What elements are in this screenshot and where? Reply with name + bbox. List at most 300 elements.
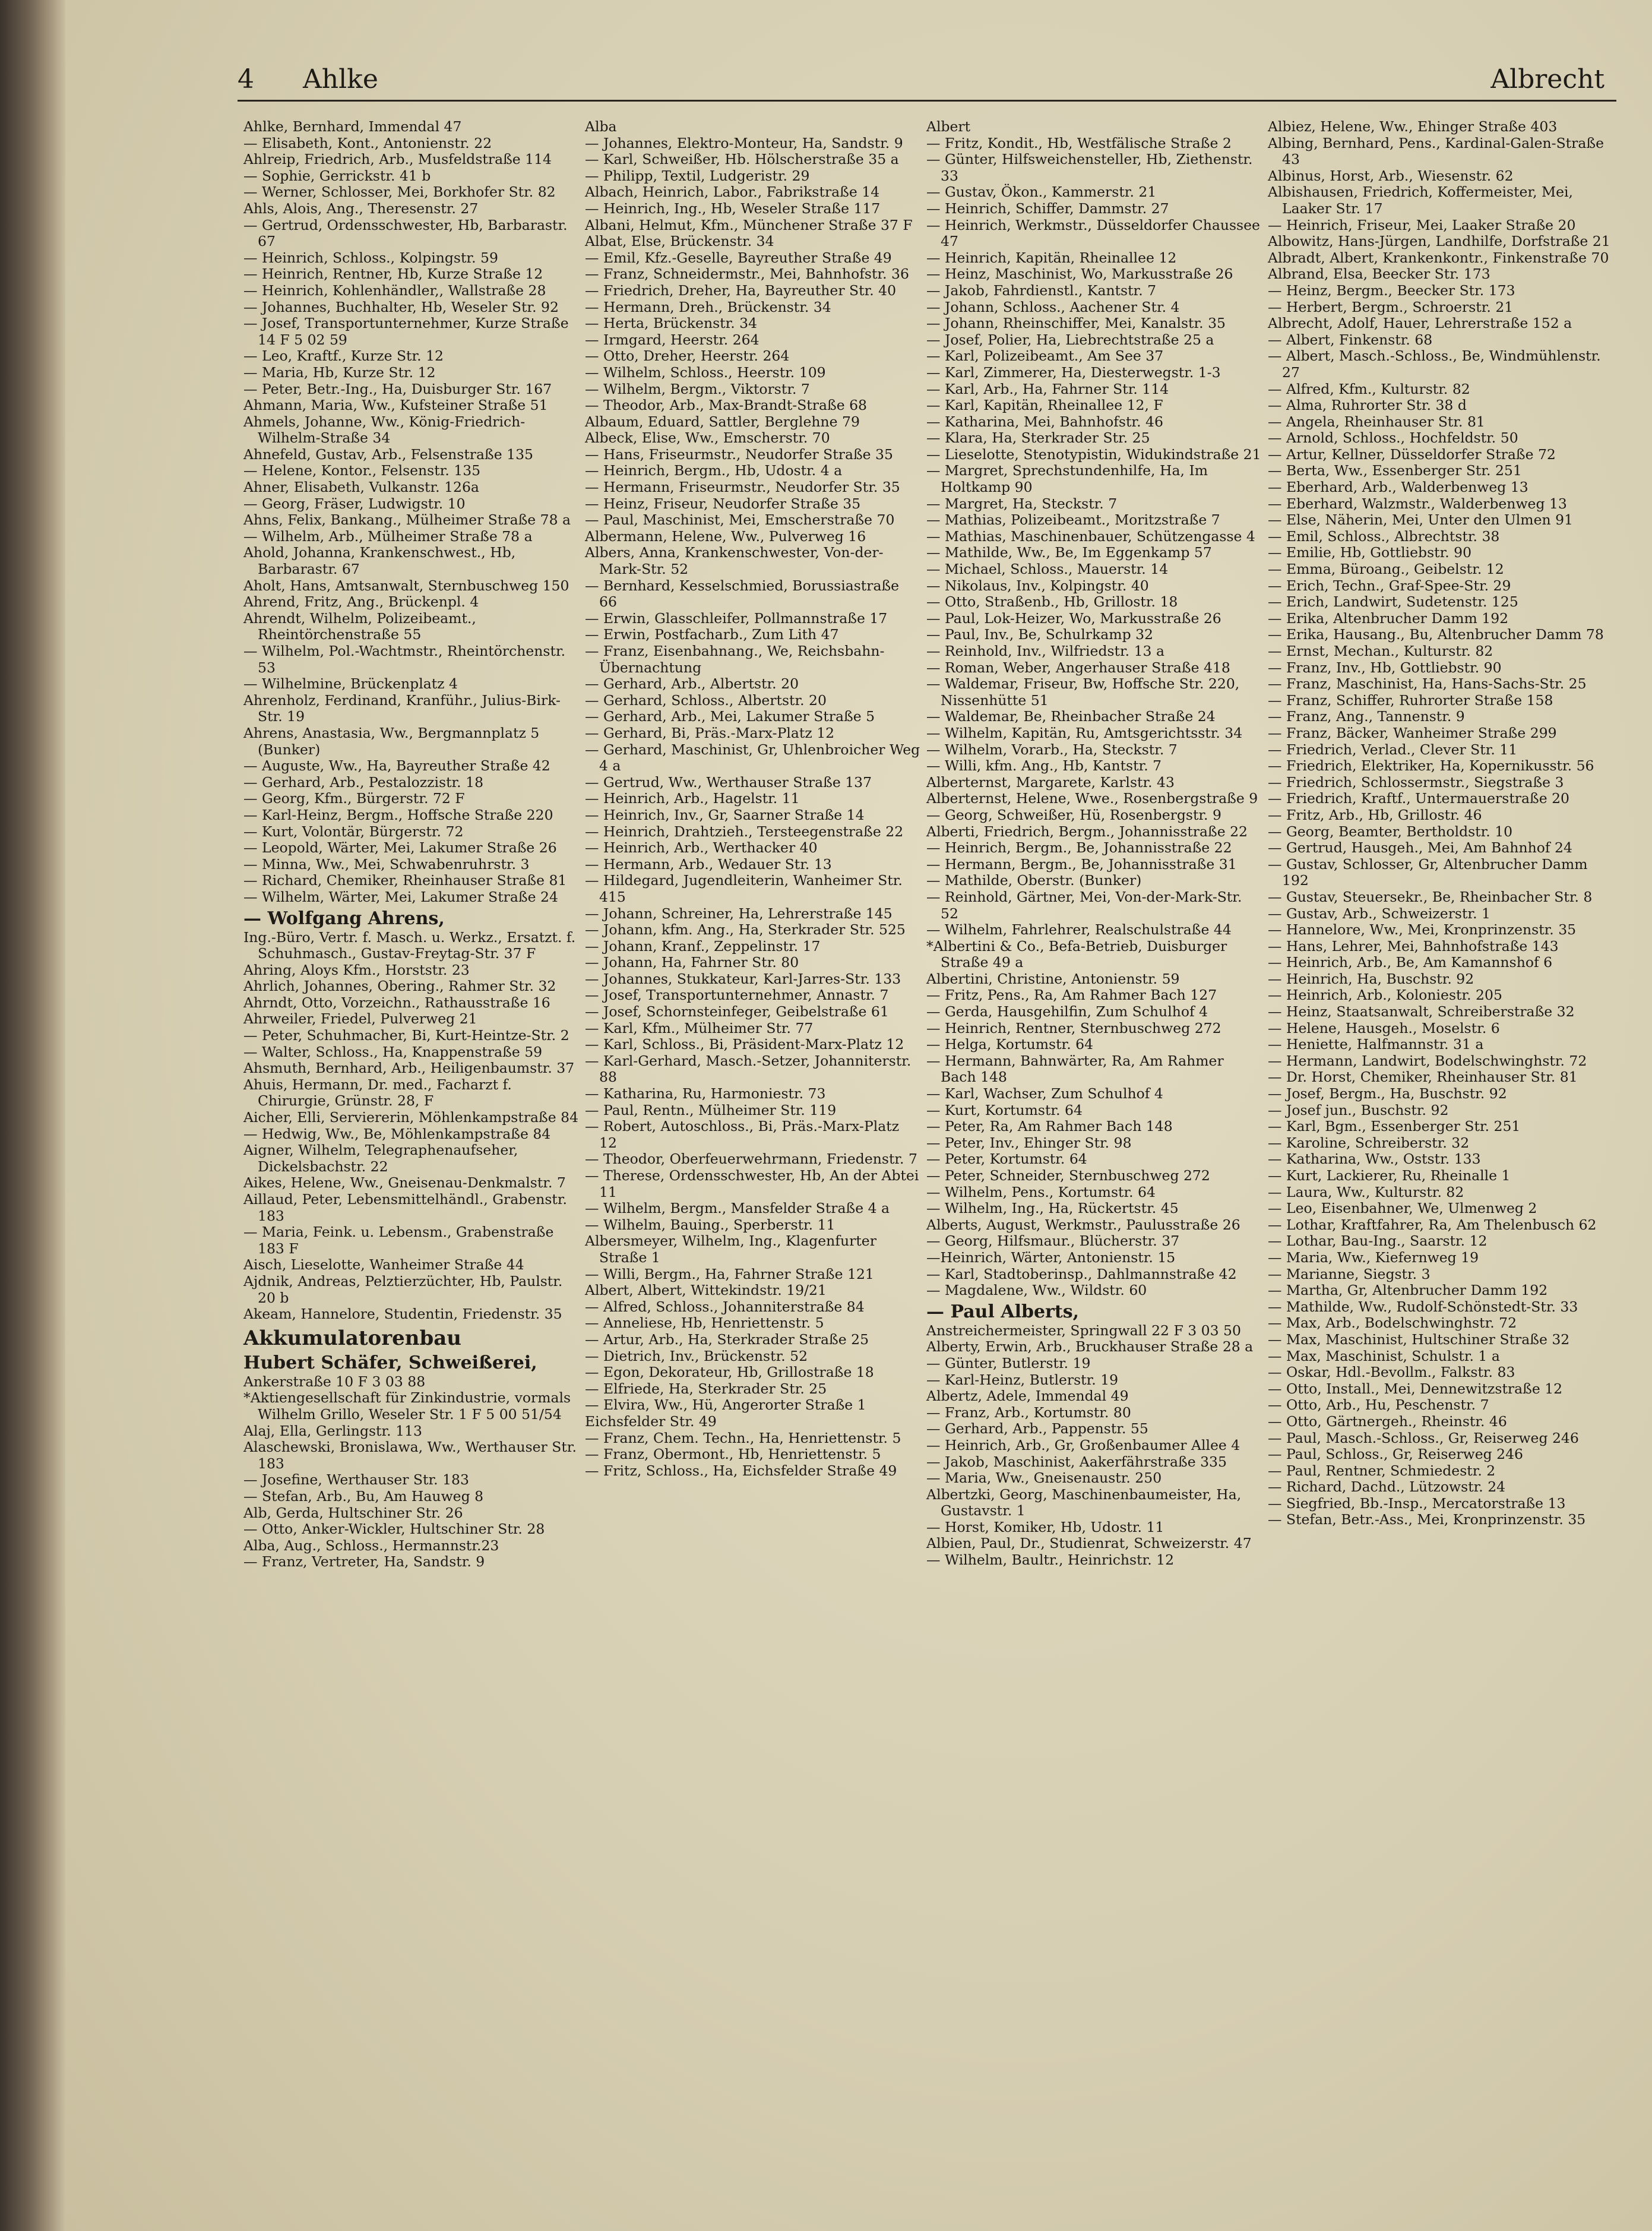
directory-entry: — Mathilde, Ww., Rudolf-Schönstedt-Str. 33: [1268, 1298, 1578, 1315]
directory-entry: Ahnefeld, Gustav, Arb., Felsenstraße 135: [243, 445, 533, 463]
directory-entry: — Friedrich, Elektriker, Ha, Kopernikusstr. 56: [1268, 757, 1594, 775]
directory-entry: — Johannes, Stukkateur, Karl-Jarres-Str. 133: [585, 970, 901, 987]
directory-entry: — Josef, Transportunternehmer, Annastr. 7: [585, 987, 889, 1004]
directory-entry: — Theodor, Arb., Max-Brandt-Straße 68: [585, 397, 867, 414]
directory-entry: — Otto, Arb., Hu, Peschenstr. 7: [1268, 1396, 1489, 1414]
directory-entry: — Hermann, Arb., Wedauer Str. 13: [585, 855, 832, 873]
directory-entry: — Karl-Heinz, Butlerstr. 19: [926, 1371, 1119, 1388]
directory-entry: Ahmels, Johanne, Ww., König-Friedrich-Wilhelm-Straße 34: [243, 413, 526, 447]
directory-entry: — Willi, Bergm., Ha, Fahrner Straße 121: [585, 1265, 874, 1282]
directory-entry: Aigner, Wilhelm, Telegraphenaufseher, Dickelsbachstr. 22: [243, 1142, 518, 1175]
directory-entry: — Leopold, Wärter, Mei, Lakumer Straße 26: [243, 839, 557, 857]
directory-entry: — Erika, Altenbrucher Damm 192: [1268, 609, 1509, 627]
directory-entry: — Fritz, Pens., Ra, Am Rahmer Bach 127: [926, 987, 1217, 1004]
directory-entry: — Erich, Landwirt, Sudetenstr. 125: [1268, 593, 1518, 611]
directory-entry: — Gerhard, Arb., Albertstr. 20: [585, 675, 799, 693]
directory-entry: — Helene, Kontor., Felsenstr. 135: [243, 462, 481, 479]
directory-entry: — Elvira, Ww., Hü, Angerorter Straße 1: [585, 1396, 866, 1414]
directory-entry: — Reinhold, Gärtner, Mei, Von-der-Mark-Str. 52: [926, 888, 1242, 922]
directory-entry: — Anneliese, Hb, Henriettenstr. 5: [585, 1314, 824, 1332]
directory-entry: Ahns, Felix, Bankang., Mülheimer Straße 78 a: [243, 511, 571, 529]
directory-entry: — Kurt, Kortumstr. 64: [926, 1101, 1083, 1118]
directory-entry: — Gerhard, Maschinist, Gr, Uhlenbroicher Weg 4 a: [585, 741, 920, 775]
directory-entry: — Karl-Gerhard, Masch.-Setzer, Johanniterstr. 88: [585, 1052, 912, 1086]
directory-entry: — Fritz, Schloss., Ha, Eichsfelder Straße 49: [585, 1462, 897, 1479]
directory-entry: —Heinrich, Wärter, Antonienstr. 15: [926, 1249, 1176, 1266]
directory-entry: — Mathilde, Oberstr. (Bunker): [926, 872, 1142, 889]
directory-entry: — Gertrud, Ordensschwester, Hb, Barbarastr. 67: [243, 216, 568, 250]
directory-entry: — Stefan, Arb., Bu, Am Hauweg 8: [243, 1487, 484, 1505]
directory-entry: — Heinrich, Bergm., Be, Johannisstraße 22: [926, 839, 1232, 857]
directory-entry: — Hans, Lehrer, Mei, Bahnhofstraße 143: [1268, 937, 1559, 955]
directory-entry: — Heinrich, Werkmstr., Düsseldorfer Chaussee 47: [926, 216, 1260, 250]
directory-entry: — Therese, Ordensschwester, Hb, An der Abtei 11: [585, 1167, 919, 1200]
directory-entry: — Heinz, Friseur, Neudorfer Straße 35: [585, 495, 861, 512]
directory-entry: — Paul, Rentner, Schmiedestr. 2: [1268, 1462, 1496, 1479]
directory-entry: — Gerda, Hausgehilfin, Zum Schulhof 4: [926, 1003, 1208, 1020]
directory-entry: — Emma, Büroang., Geibelstr. 12: [1268, 561, 1504, 578]
directory-entry: — Peter, Betr.-Ing., Ha, Duisburger Str. 167: [243, 380, 552, 397]
directory-entry: Albertzki, Georg, Maschinenbaumeister, Ha, Gustavstr. 1: [926, 1486, 1242, 1519]
directory-entry: — Karl, Bgm., Essenberger Str. 251: [1268, 1118, 1521, 1135]
directory-entry: — Peter, Ra, Am Rahmer Bach 148: [926, 1118, 1173, 1135]
directory-entry: — Wilhelm, Fahrlehrer, Realschulstraße 44: [926, 921, 1232, 938]
directory-entry: — Gustav, Schlosser, Gr, Altenbrucher Damm 192: [1268, 855, 1588, 889]
directory-entry: — Emil, Kfz.-Geselle, Bayreuther Straße 49: [585, 249, 892, 266]
directory-entry: — Heinrich, Kohlenhändler,, Wallstraße 28: [243, 282, 546, 299]
directory-entry: — Magdalene, Ww., Wildstr. 60: [926, 1282, 1147, 1299]
directory-entry: Alba: [585, 118, 617, 135]
directory-entry: — Hedwig, Ww., Be, Möhlenkampstraße 84: [243, 1125, 551, 1142]
directory-entry: — Maria, Feink. u. Lebensm., Grabenstraße 183 F: [243, 1224, 554, 1257]
directory-entry: *Albertini & Co., Befa-Betrieb, Duisburger Straße 49 a: [926, 937, 1227, 971]
directory-entry: — Theodor, Oberfeuerwehrmann, Friedenstr. 7: [585, 1151, 917, 1168]
directory-entry: — Johann, Ha, Fahrner Str. 80: [585, 954, 799, 971]
directory-entry: — Karl-Heinz, Bergm., Hoffsche Straße 220: [243, 806, 553, 823]
directory-entry: — Friedrich, Dreher, Ha, Bayreuther Str. 40: [585, 282, 897, 299]
directory-entry: Alberty, Erwin, Arb., Bruckhauser Straße 28 a: [926, 1338, 1254, 1355]
directory-entry: — Johann, Rheinschiffer, Mei, Kanalstr. 35: [926, 315, 1226, 332]
directory-entry: — Alma, Ruhrorter Str. 38 d: [1268, 397, 1467, 414]
directory-entry: Alberternst, Helene, Wwe., Rosenbergstraße 9: [926, 790, 1258, 807]
directory-entry: — Gustav, Ökon., Kammerstr. 21: [926, 184, 1157, 201]
directory-entry: — Wilhelmine, Brückenplatz 4: [243, 675, 458, 693]
directory-entry: — Heinrich, Arb., Be, Am Kamannshof 6: [1268, 954, 1553, 971]
directory-entry: — Hermann, Bergm., Be, Johannisstraße 31: [926, 855, 1237, 873]
page-number: 4: [238, 64, 254, 94]
directory-entry: — Heinrich, Drahtzieh., Tersteegenstraße 22: [585, 823, 904, 840]
entry-column-2: [585, 119, 920, 1479]
directory-entry: — Fritz, Arb., Hb, Grillostr. 46: [1268, 806, 1482, 823]
directory-entry: — Kurt, Lackierer, Ru, Rheinalle 1: [1268, 1167, 1511, 1184]
directory-entry: — Franz, Schneidermstr., Mei, Bahnhofstr. 36: [585, 266, 909, 283]
directory-entry: — Paul, Maschinist, Mei, Emscherstraße 70: [585, 511, 895, 529]
directory-entry: Eichsfelder Str. 49: [585, 1412, 717, 1430]
directory-entry: Hubert Schäfer, Schweißerei,: [243, 1352, 537, 1373]
directory-entry: — Johannes, Elektro-Monteur, Ha, Sandstr. 9: [585, 134, 903, 151]
directory-entry: — Wilhelm, Ing., Ha, Rückertstr. 45: [926, 1200, 1179, 1217]
directory-entry: — Reinhold, Inv., Wilfriedstr. 13 a: [926, 643, 1164, 659]
entry-column-4: [1268, 119, 1618, 1528]
directory-entry: — Max, Maschinist, Hultschiner Straße 32: [1268, 1331, 1570, 1348]
directory-entry: — Helene, Hausgeh., Moselstr. 6: [1268, 1019, 1500, 1037]
directory-entry: — Wilhelm, Pol.-Wachtmstr., Rheintörchenstr. 53: [243, 643, 566, 676]
directory-entry: — Hermann, Friseurmstr., Neudorfer Str. 35: [585, 479, 900, 496]
directory-entry: Alberts, August, Werkmstr., Paulusstraße 26: [926, 1216, 1240, 1233]
directory-entry: — Franz, Schiffer, Ruhrorter Straße 158: [1268, 691, 1553, 709]
directory-entry: — Philipp, Textil, Ludgeristr. 29: [585, 167, 810, 184]
directory-entry: *Aktiengesellschaft für Zinkindustrie, vormals Wilhelm Grillo, Weseler Str. 1 F 5 00 51/54: [243, 1389, 571, 1423]
directory-entry: — Egon, Dekorateur, Hb, Grillostraße 18: [585, 1364, 874, 1381]
directory-entry: — Josef, Bergm., Ha, Buschstr. 92: [1268, 1085, 1507, 1102]
directory-entry: — Waldemar, Be, Rheinbacher Straße 24: [926, 708, 1216, 725]
directory-entry: — Mathilde, Ww., Be, Im Eggenkamp 57: [926, 544, 1212, 561]
entry-column-3: [926, 119, 1262, 1569]
directory-entry: — Günter, Butlerstr. 19: [926, 1354, 1091, 1372]
directory-entry: Albertz, Adele, Immendal 49: [926, 1388, 1129, 1405]
directory-entry: — Laura, Ww., Kulturstr. 82: [1268, 1183, 1464, 1200]
directory-entry: — Erika, Hausang., Bu, Altenbrucher Damm 78: [1268, 626, 1604, 643]
directory-entry: Ahmann, Maria, Ww., Kufsteiner Straße 51: [243, 397, 548, 414]
directory-entry: — Margret, Ha, Steckstr. 7: [926, 495, 1118, 512]
directory-entry: — Josef, Schornsteinfeger, Geibelstraße 61: [585, 1003, 889, 1020]
directory-entry: Ahls, Alois, Ang., Theresenstr. 27: [243, 200, 479, 217]
directory-entry: — Karl, Polizeibeamt., Am See 37: [926, 347, 1164, 365]
directory-entry: — Hans, Friseurmstr., Neudorfer Straße 35: [585, 445, 893, 463]
book-binding: [0, 0, 65, 2231]
directory-entry: — Franz, Arb., Kortumstr. 80: [926, 1404, 1131, 1421]
directory-entry: — Heinz, Staatsanwalt, Schreiberstraße 32: [1268, 1003, 1575, 1020]
directory-entry: — Dietrich, Inv., Brückenstr. 52: [585, 1347, 808, 1364]
directory-entry: — Robert, Autoschloss., Bi, Präs.-Marx-Platz 12: [585, 1118, 900, 1151]
directory-entry: — Emilie, Hb, Gottliebstr. 90: [1268, 544, 1472, 561]
directory-entry: — Friedrich, Schlossermstr., Siegstraße 3: [1268, 773, 1564, 791]
directory-entry: Ahrenholz, Ferdinand, Kranführ., Julius-Birk-Str. 19: [243, 691, 561, 725]
directory-entry: — Erwin, Glasschleifer, Pollmannstraße 17: [585, 609, 888, 627]
directory-entry: — Herta, Brückenstr. 34: [585, 315, 758, 332]
directory-entry: Ahner, Elisabeth, Vulkanstr. 126a: [243, 479, 479, 496]
directory-entry: — Marianne, Siegstr. 3: [1268, 1265, 1431, 1282]
directory-entry: Aikes, Helene, Ww., Gneisenau-Denkmalstr. 7: [243, 1174, 566, 1192]
directory-entry: — Georg, Schweißer, Hü, Rosenbergstr. 9: [926, 806, 1221, 823]
directory-entry: Albertini, Christine, Antonienstr. 59: [926, 970, 1180, 987]
directory-entry: — Karl, Wachser, Zum Schulhof 4: [926, 1085, 1163, 1102]
directory-entry: — Josef jun., Buschstr. 92: [1268, 1101, 1449, 1118]
directory-entry: — Heinz, Maschinist, Wo, Markusstraße 26: [926, 266, 1233, 283]
directory-entry: — Josefine, Werthauser Str. 183: [243, 1471, 469, 1489]
directory-entry: Ahrend, Fritz, Ang., Brückenpl. 4: [243, 593, 479, 611]
directory-entry: — Alfred, Kfm., Kulturstr. 82: [1268, 380, 1470, 397]
directory-entry: — Wilhelm, Bergm., Viktorstr. 7: [585, 380, 810, 397]
directory-entry: — Johann, Kranf., Zeppelinstr. 17: [585, 937, 821, 955]
directory-entry: Aholt, Hans, Amtsanwalt, Sternbuschweg 150: [243, 577, 569, 594]
directory-entry: — Gertrud, Ww., Werthauser Straße 137: [585, 773, 872, 791]
directory-entry: — Friedrich, Kraftf., Untermauerstraße 20: [1268, 790, 1569, 807]
directory-entry: Ahold, Johanna, Krankenschwest., Hb, Barbarastr. 67: [243, 544, 516, 578]
directory-entry: — Paul, Rentn., Mülheimer Str. 119: [585, 1101, 837, 1118]
directory-entry: — Otto, Straßenb., Hb, Grillostr. 18: [926, 593, 1178, 611]
directory-entry: — Martha, Gr, Altenbrucher Damm 192: [1268, 1282, 1548, 1299]
directory-entry: Albat, Else, Brückenstr. 34: [585, 233, 774, 250]
header-rule: [238, 100, 1616, 102]
directory-entry: — Artur, Arb., Ha, Sterkrader Straße 25: [585, 1331, 869, 1348]
directory-entry: — Katharina, Ww., Oststr. 133: [1268, 1151, 1481, 1168]
directory-entry: — Karl, Arb., Ha, Fahrner Str. 114: [926, 380, 1169, 397]
directory-entry: — Nikolaus, Inv., Kolpingstr. 40: [926, 577, 1149, 594]
directory-entry: — Wilhelm, Bauing., Sperberstr. 11: [585, 1216, 836, 1233]
directory-entry: — Heinrich, Ing., Hb, Weseler Straße 117: [585, 200, 881, 217]
directory-entry: — Mathias, Polizeibeamt., Moritzstraße 7: [926, 511, 1220, 529]
directory-entry: — Minna, Ww., Mei, Schwabenruhrstr. 3: [243, 855, 530, 873]
directory-entry: — Georg, Beamter, Bertholdstr. 10: [1268, 823, 1513, 840]
directory-entry: — Wilhelm, Pens., Kortumstr. 64: [926, 1183, 1156, 1200]
entry-column-1: [243, 119, 579, 1570]
directory-entry: — Elfriede, Ha, Sterkrader Str. 25: [585, 1380, 827, 1397]
directory-entry: — Gustav, Arb., Schweizerstr. 1: [1268, 905, 1490, 922]
directory-entry: — Elisabeth, Kont., Antonienstr. 22: [243, 134, 492, 151]
directory-entry: — Gerhard, Arb., Pestalozzistr. 18: [243, 773, 484, 791]
directory-entry: Aisch, Lieselotte, Wanheimer Straße 44: [243, 1256, 524, 1273]
directory-entry: — Paul, Schloss., Gr, Reiserweg 246: [1268, 1446, 1523, 1463]
directory-entry: Albien, Paul, Dr., Studienrat, Schweizerstr. 47: [926, 1535, 1252, 1552]
directory-entry: Ankerstraße 10 F 3 03 88: [243, 1373, 426, 1390]
directory-entry: Ahsmuth, Bernhard, Arb., Heiligenbaumstr. 37: [243, 1060, 575, 1077]
directory-entry: — Maria, Ww., Gneisenaustr. 250: [926, 1470, 1162, 1487]
directory-entry: Albach, Heinrich, Labor., Fabrikstraße 14: [585, 184, 880, 201]
directory-entry: — Erich, Techn., Graf-Spee-Str. 29: [1268, 577, 1511, 594]
directory-entry: — Jakob, Fahrdienstl., Kantstr. 7: [926, 282, 1157, 299]
directory-entry: Ahuis, Hermann, Dr. med., Facharzt f. Chirurgie, Grünstr. 28, F: [243, 1076, 512, 1110]
directory-entry: — Wilhelm, Vorarb., Ha, Steckstr. 7: [926, 741, 1178, 758]
directory-entry: — Franz, Maschinist, Ha, Hans-Sachs-Str. 25: [1268, 675, 1587, 693]
directory-entry: — Berta, Ww., Essenberger Str. 251: [1268, 462, 1522, 479]
directory-entry: — Alfred, Schloss., Johanniterstraße 84: [585, 1298, 865, 1315]
directory-entry: Albrand, Elsa, Beecker Str. 173: [1268, 266, 1490, 283]
directory-entry: — Auguste, Ww., Ha, Bayreuther Straße 42: [243, 757, 550, 775]
directory-entry: — Wilhelm, Wärter, Mei, Lakumer Straße 24: [243, 888, 558, 905]
directory-entry: Alb, Gerda, Hultschiner Str. 26: [243, 1504, 463, 1521]
directory-entry: Alberternst, Margarete, Karlstr. 43: [926, 773, 1175, 791]
directory-entry: — Karl, Zimmerer, Ha, Diesterwegstr. 1-3: [926, 364, 1221, 381]
directory-entry: — Mathias, Maschinenbauer, Schützengasse 4: [926, 527, 1255, 545]
directory-entry: — Wilhelm, Kapitän, Ru, Amtsgerichtsstr. 34: [926, 724, 1243, 741]
directory-entry: — Franz, Eisenbahnang., We, Reichsbahn-Übernachtung: [585, 643, 885, 676]
directory-entry: Albersmeyer, Wilhelm, Ing., Klagenfurter Straße 1: [585, 1233, 876, 1266]
directory-entry: — Willi, kfm. Ang., Hb, Kantstr. 7: [926, 757, 1162, 775]
directory-page: [65, 0, 1652, 2231]
directory-entry: — Heinrich, Rentner, Sternbuschweg 272: [926, 1019, 1221, 1037]
directory-entry: — Waldemar, Friseur, Bw, Hoffsche Str. 220, Nissenhütte 51: [926, 675, 1240, 709]
directory-entry: Akeam, Hannelore, Studentin, Friedenstr. 35: [243, 1306, 562, 1323]
directory-entry: — Otto, Install., Mei, Dennewitzstraße 12: [1268, 1380, 1563, 1397]
directory-entry: — Friedrich, Verlad., Clever Str. 11: [1268, 741, 1518, 758]
directory-entry: — Karl, Schloss., Bi, Präsident-Marx-Platz 12: [585, 1036, 904, 1053]
directory-entry: — Franz, Vertreter, Ha, Sandstr. 9: [243, 1553, 485, 1570]
directory-entry: — Klara, Ha, Sterkrader Str. 25: [926, 429, 1150, 447]
directory-entry: Alba, Aug., Schloss., Hermannstr.23: [243, 1537, 499, 1554]
directory-entry: — Gerhard, Schloss., Albertstr. 20: [585, 691, 827, 709]
directory-entry: Ing.-Büro, Vertr. f. Masch. u. Werkz., Ersatzt. f. Schuhmasch., Gustav-Freytag-Str. 37 F: [243, 928, 576, 962]
directory-entry: Akkumulatorenbau: [243, 1326, 462, 1350]
directory-entry: — Siegfried, Bb.-Insp., Mercatorstraße 13: [1268, 1494, 1566, 1512]
directory-entry: — Peter, Inv., Ehinger Str. 98: [926, 1134, 1132, 1151]
directory-entry: Anstreichermeister, Springwall 22 F 3 03 50: [926, 1322, 1241, 1339]
directory-entry: — Heinrich, Friseur, Mei, Laaker Straße 20: [1268, 216, 1576, 233]
directory-entry: — Horst, Komiker, Hb, Udostr. 11: [926, 1518, 1164, 1535]
directory-entry: — Paul, Lok-Heizer, Wo, Markusstraße 26: [926, 609, 1221, 627]
directory-entry: — Paul, Masch.-Schloss., Gr, Reiserweg 246: [1268, 1429, 1579, 1446]
directory-entry: — Josef, Polier, Ha, Liebrechtstraße 25 a: [926, 331, 1214, 348]
directory-entry: — Richard, Chemiker, Rheinhauser Straße 81: [243, 872, 567, 889]
directory-entry: — Eberhard, Arb., Walderbenweg 13: [1268, 479, 1528, 496]
directory-entry: Ahrndt, Otto, Vorzeichn., Rathausstraße 16: [243, 994, 550, 1011]
directory-entry: — Karl, Schweißer, Hb. Hölscherstraße 35 a: [585, 151, 899, 168]
directory-entry: Ahrendt, Wilhelm, Polizeibeamt., Rheintörchenstraße 55: [243, 609, 476, 643]
directory-entry: — Walter, Schloss., Ha, Knappenstraße 59: [243, 1043, 543, 1060]
directory-entry: — Heinrich, Schiffer, Dammstr. 27: [926, 200, 1169, 217]
directory-entry: — Irmgard, Heerstr. 264: [585, 331, 759, 348]
directory-entry: — Wilhelm, Bergm., Mansfelder Straße 4 a: [585, 1200, 890, 1217]
directory-entry: Alaj, Ella, Gerlingstr. 113: [243, 1422, 422, 1439]
directory-entry: — Franz, Ang., Tannenstr. 9: [1268, 708, 1465, 725]
directory-entry: — Heinrich, Arb., Koloniestr. 205: [1268, 987, 1502, 1004]
directory-entry: — Sophie, Gerrickstr. 41 b: [243, 167, 431, 184]
directory-entry: — Franz, Inv., Hb, Gottliebstr. 90: [1268, 659, 1502, 676]
directory-entry: — Otto, Dreher, Heerstr. 264: [585, 347, 790, 365]
directory-entry: — Heinrich, Schloss., Kolpingstr. 59: [243, 249, 498, 266]
directory-entry: — Ernst, Mechan., Kulturstr. 82: [1268, 643, 1493, 659]
directory-entry: — Heinrich, Inv., Gr, Saarner Straße 14: [585, 806, 865, 823]
directory-entry: — Max, Arb., Bodelschwinghstr. 72: [1268, 1314, 1517, 1332]
directory-entry: — Emil, Schloss., Albrechtstr. 38: [1268, 527, 1500, 545]
directory-entry: — Hildegard, Jugendleiterin, Wanheimer Str. 415: [585, 872, 903, 905]
directory-entry: — Angela, Rheinhauser Str. 81: [1268, 413, 1485, 430]
directory-entry: Albermann, Helene, Ww., Pulverweg 16: [585, 527, 866, 545]
directory-entry: — Peter, Schneider, Sternbuschweg 272: [926, 1167, 1210, 1184]
directory-entry: — Heniette, Halfmannstr. 31 a: [1268, 1036, 1484, 1053]
directory-entry: — Eberhard, Walzmstr., Walderbenweg 13: [1268, 495, 1567, 512]
directory-entry: — Karl, Kapitän, Rheinallee 12, F: [926, 397, 1163, 414]
directory-entry: Albowitz, Hans-Jürgen, Landhilfe, Dorfstraße 21: [1268, 233, 1610, 250]
directory-entry: Albani, Helmut, Kfm., Münchener Straße 37 F: [585, 216, 913, 233]
directory-entry: — Franz, Bäcker, Wanheimer Straße 299: [1268, 724, 1557, 741]
directory-entry: — Günter, Hilfsweichensteller, Hb, Ziethenstr. 33: [926, 151, 1253, 184]
directory-entry: — Paul Alberts,: [926, 1301, 1080, 1322]
directory-entry: — Bernhard, Kesselschmied, Borussiastraße 66: [585, 577, 900, 611]
directory-entry: — Max, Maschinist, Schulstr. 1 a: [1268, 1347, 1500, 1364]
directory-entry: — Wilhelm, Arb., Mülheimer Straße 78 a: [243, 527, 533, 545]
directory-entry: — Werner, Schlosser, Mei, Borkhofer Str. 82: [243, 184, 556, 201]
directory-entry: — Leo, Eisenbahner, We, Ulmenweg 2: [1268, 1200, 1537, 1217]
directory-entry: — Georg, Kfm., Bürgerstr. 72 F: [243, 790, 465, 807]
directory-entry: — Hermann, Dreh., Brückenstr. 34: [585, 298, 831, 315]
directory-entry: Ahring, Aloys Kfm., Horststr. 23: [243, 961, 470, 978]
directory-entry: Aicher, Elli, Serviererin, Möhlenkampstraße 84: [243, 1109, 579, 1126]
directory-entry: — Albert, Masch.-Schloss., Be, Windmühlenstr. 27: [1268, 347, 1601, 381]
header-keyword-left: Ahlke: [303, 64, 378, 94]
directory-entry: — Karl, Stadtoberinsp., Dahlmannstraße 42: [926, 1265, 1237, 1282]
directory-entry: — Wolfgang Ahrens,: [243, 908, 445, 929]
directory-entry: — Lothar, Bau-Ing., Saarstr. 12: [1268, 1233, 1488, 1250]
directory-entry: — Otto, Anker-Wickler, Hultschiner Str. 28: [243, 1521, 545, 1538]
directory-entry: — Johann, Schloss., Aachener Str. 4: [926, 298, 1180, 315]
directory-entry: — Otto, Gärtnergeh., Rheinstr. 46: [1268, 1412, 1507, 1430]
directory-entry: Albeck, Elise, Ww., Emscherstr. 70: [585, 429, 830, 447]
directory-entry: — Richard, Dachd., Lützowstr. 24: [1268, 1478, 1506, 1496]
directory-entry: — Heinrich, Bergm., Hb, Udostr. 4 a: [585, 462, 843, 479]
directory-entry: — Karl, Kfm., Mülheimer Str. 77: [585, 1019, 814, 1037]
directory-entry: Albert: [926, 118, 971, 135]
directory-entry: Ahrweiler, Friedel, Pulverweg 21: [243, 1010, 477, 1028]
directory-entry: — Roman, Weber, Angerhauser Straße 418: [926, 659, 1230, 676]
directory-entry: — Hermann, Bahnwärter, Ra, Am Rahmer Bach 148: [926, 1052, 1224, 1086]
directory-entry: — Georg, Fräser, Ludwigstr. 10: [243, 495, 466, 512]
directory-entry: — Johann, Schreiner, Ha, Lehrerstraße 145: [585, 905, 893, 922]
directory-entry: — Gerhard, Arb., Mei, Lakumer Straße 5: [585, 708, 875, 725]
directory-entry: Ahrens, Anastasia, Ww., Bergmannplatz 5 (Bunker): [243, 724, 540, 758]
directory-entry: — Leo, Kraftf., Kurze Str. 12: [243, 347, 444, 365]
directory-entry: — Lieselotte, Stenotypistin, Widukindstraße 21: [926, 445, 1261, 463]
directory-entry: Albishausen, Friedrich, Koffermeister, Mei, Laaker Str. 17: [1268, 184, 1573, 217]
directory-entry: — Wilhelm, Schloss., Heerstr. 109: [585, 364, 826, 381]
directory-entry: — Paul, Inv., Be, Schulrkamp 32: [926, 626, 1153, 643]
directory-entry: Ajdnik, Andreas, Pelztierzüchter, Hb, Paulstr. 20 b: [243, 1272, 563, 1306]
directory-entry: — Franz, Obermont., Hb, Henriettenstr. 5: [585, 1446, 881, 1463]
directory-entry: — Kurt, Volontär, Bürgerstr. 72: [243, 823, 464, 840]
directory-entry: — Herbert, Bergm., Schroerstr. 21: [1268, 298, 1514, 315]
directory-entry: — Gerhard, Bi, Präs.-Marx-Platz 12: [585, 724, 835, 741]
directory-entry: — Arnold, Schloss., Hochfeldstr. 50: [1268, 429, 1518, 447]
directory-entry: — Jakob, Maschinist, Aakerfährstraße 335: [926, 1453, 1227, 1470]
directory-entry: — Josef, Transportunternehmer, Kurze Straße 14 F 5 02 59: [243, 315, 569, 348]
directory-entry: Albers, Anna, Krankenschwester, Von-der-Mark-Str. 52: [585, 544, 884, 578]
directory-entry: — Gertrud, Hausgeh., Mei, Am Bahnhof 24: [1268, 839, 1572, 857]
directory-entry: Albinus, Horst, Arb., Wiesenstr. 62: [1268, 167, 1514, 184]
directory-entry: — Johannes, Buchhalter, Hb, Weseler Str. 92: [243, 298, 559, 315]
directory-entry: — Else, Näherin, Mei, Unter den Ulmen 91: [1268, 511, 1573, 529]
directory-entry: Albert, Albert, Wittekindstr. 19/21: [585, 1282, 827, 1299]
directory-entry: — Karoline, Schreiberstr. 32: [1268, 1134, 1470, 1151]
directory-entry: — Hannelore, Ww., Mei, Kronprinzenstr. 35: [1268, 921, 1577, 938]
directory-entry: — Katharina, Ru, Harmoniestr. 73: [585, 1085, 826, 1102]
directory-entry: — Heinrich, Kapitän, Rheinallee 12: [926, 249, 1177, 266]
directory-entry: — Franz, Chem. Techn., Ha, Henriettenstr. 5: [585, 1429, 901, 1446]
directory-entry: — Maria, Hb, Kurze Str. 12: [243, 364, 436, 381]
directory-entry: Albaum, Eduard, Sattler, Berglehne 79: [585, 413, 860, 430]
directory-entry: — Michael, Schloss., Mauerstr. 14: [926, 561, 1169, 578]
directory-entry: — Fritz, Kondit., Hb, Westfälische Straße 2: [926, 134, 1232, 151]
directory-entry: — Heinrich, Rentner, Hb, Kurze Straße 12: [243, 266, 543, 283]
directory-entry: Ahrlich, Johannes, Obering., Rahmer Str. 32: [243, 978, 556, 995]
directory-entry: Ahlke, Bernhard, Immendal 47: [243, 118, 462, 135]
directory-entry: Albradt, Albert, Krankenkontr., Finkenstraße 70: [1268, 249, 1609, 266]
directory-entry: — Gerhard, Arb., Pappenstr. 55: [926, 1420, 1148, 1437]
directory-entry: — Wilhelm, Baultr., Heinrichstr. 12: [926, 1551, 1175, 1569]
directory-entry: — Lothar, Kraftfahrer, Ra, Am Thelenbusch 62: [1268, 1216, 1597, 1233]
directory-entry: — Helga, Kortumstr. 64: [926, 1036, 1094, 1053]
directory-entry: Albing, Bernhard, Pens., Kardinal-Galen-Straße 43: [1268, 134, 1604, 168]
directory-entry: Albrecht, Adolf, Hauer, Lehrerstraße 152 a: [1268, 315, 1572, 332]
directory-entry: — Hermann, Landwirt, Bodelschwinghstr. 72: [1268, 1052, 1587, 1069]
directory-entry: — Heinrich, Arb., Hagelstr. 11: [585, 790, 800, 807]
directory-entry: — Heinrich, Ha, Buschstr. 92: [1268, 970, 1474, 987]
directory-entry: — Katharina, Mei, Bahnhofstr. 46: [926, 413, 1163, 430]
directory-entry: Alberti, Friedrich, Bergm., Johannisstraße 22: [926, 823, 1248, 840]
directory-entry: — Georg, Hilfsmaur., Blücherstr. 37: [926, 1233, 1180, 1250]
directory-entry: — Oskar, Hdl.-Bevollm., Falkstr. 83: [1268, 1364, 1515, 1381]
directory-entry: — Heinrich, Arb., Werthacker 40: [585, 839, 818, 857]
directory-entry: Alaschewski, Bronislawa, Ww., Werthauser Str. 183: [243, 1439, 577, 1472]
